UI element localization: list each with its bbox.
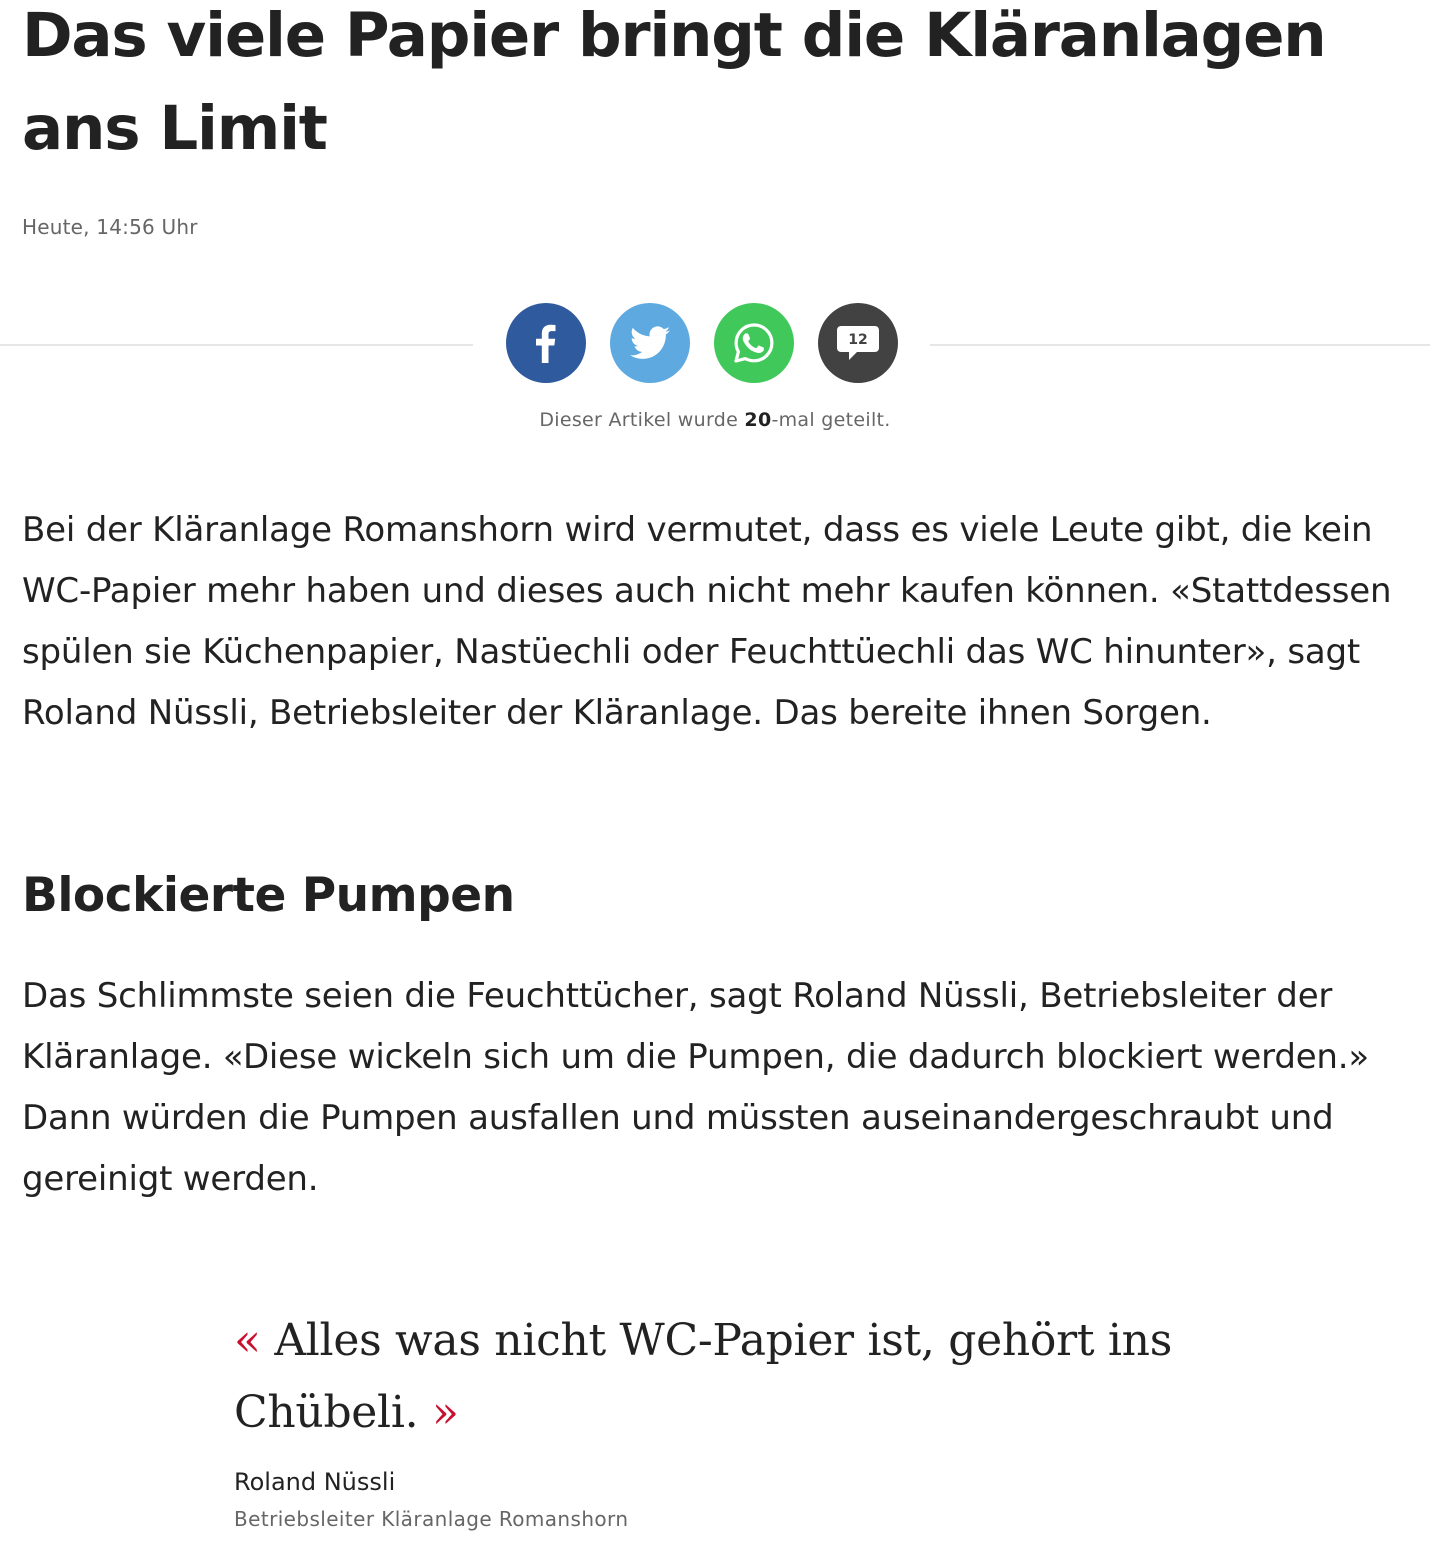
twitter-share-button[interactable] [610, 303, 690, 383]
whatsapp-share-button[interactable] [714, 303, 794, 383]
facebook-icon [531, 323, 561, 363]
quote-open-mark: « [234, 1315, 261, 1366]
quote-author: Roland Nüssli [234, 1468, 396, 1496]
quote-text-container [234, 1305, 1194, 1449]
share-bar [0, 303, 1430, 385]
share-count-value: 20 [744, 409, 772, 431]
twitter-icon [630, 326, 670, 360]
article-title: Das viele Papier bringt die Kläranlagen ans Limit [22, 0, 1326, 164]
share-count-prefix: Dieser Artikel wurde [539, 409, 745, 431]
quote-author-role: Betriebsleiter Kläranlage Romanshorn [234, 1507, 629, 1531]
comment-count: 12 [848, 332, 868, 348]
share-count-suffix: -mal geteilt. [771, 409, 891, 431]
share-count-text [0, 409, 1430, 431]
comment-icon [835, 324, 881, 362]
article-timestamp: Heute, 14:56 Uhr [22, 215, 198, 239]
article-subheading: Blockierte Pumpen [22, 868, 515, 923]
facebook-share-button[interactable] [506, 303, 586, 383]
whatsapp-icon [733, 322, 775, 364]
article-paragraph: Das Schlimmste seien die Feuchttücher, sagt Roland Nüssli, Betriebsleiter der Kläranlage. «Diese wickeln sich um die Pumpen, die dadurch blockiert werden.» Dann würden die Pumpen ausfallen und müssten auseinandergeschraubt und gereinigt werden. [22, 976, 1369, 1199]
quote-close-mark: » [431, 1387, 459, 1438]
article-paragraph: Bei der Kläranlage Romanshorn wird vermutet, dass es viele Leute gibt, die kein WC-Papier mehr haben und dieses auch nicht mehr kaufen können. «Stattdessen spülen sie Küchenpapier, Nastüechli oder Feuchttüechli das WC hinunter», sagt Roland Nüssli, Betriebsleiter der Kläranlage. Das bereite ihnen Sorgen. [22, 510, 1392, 733]
pull-quote [234, 1305, 1194, 1531]
comments-button[interactable] [818, 303, 898, 383]
share-divider-right [930, 344, 1430, 346]
share-divider-left [0, 344, 473, 346]
quote-text: Alles was nicht WC-Papier ist, gehört ins Chübeli. [234, 1315, 1173, 1438]
